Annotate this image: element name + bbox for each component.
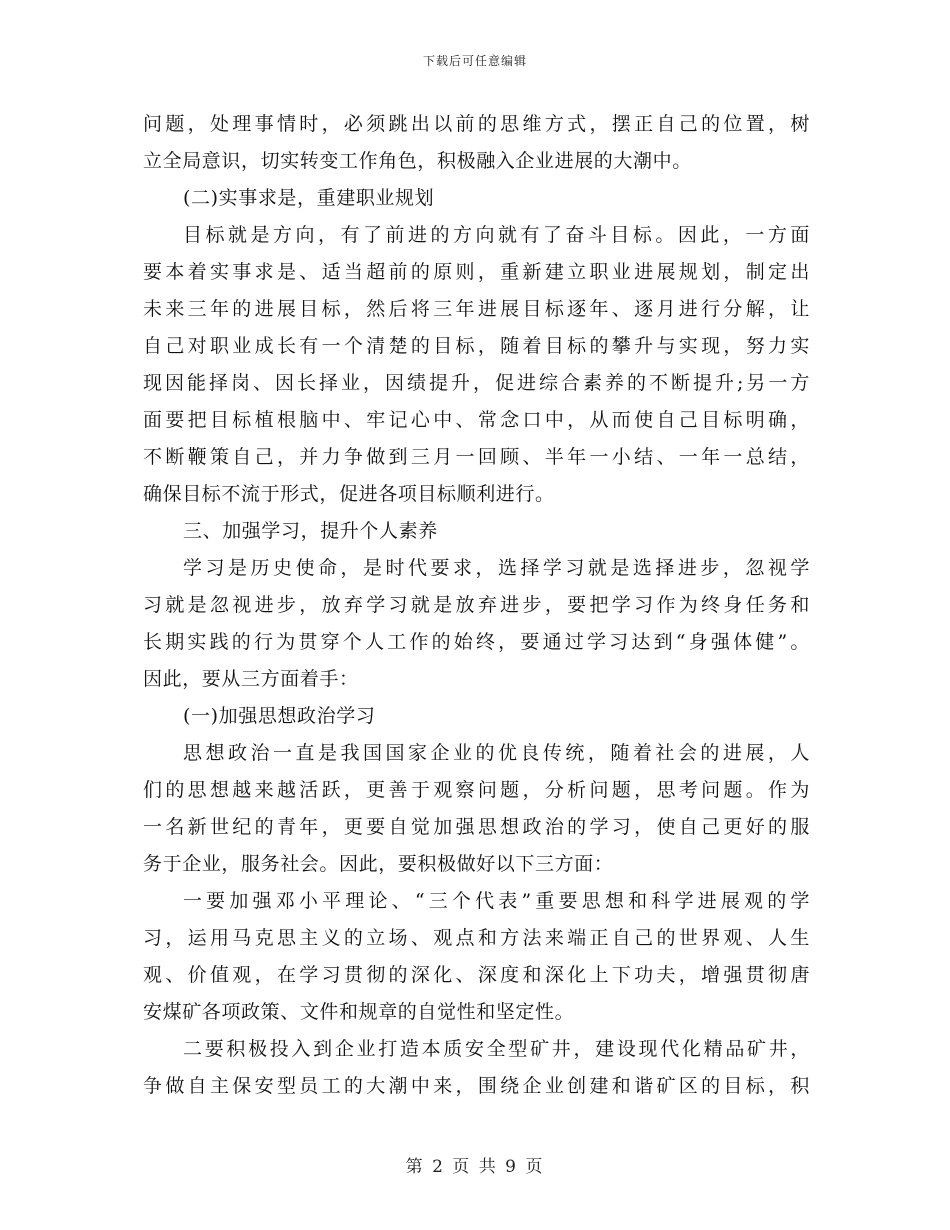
text-line: 们的思想越来越活跃，更善于观察问题，分析问题，思考问题。作为 bbox=[143, 779, 810, 801]
text-line: (二)实事求是，重建职业规划 bbox=[183, 187, 435, 209]
text-line: 一名新世纪的青年，更要自觉加强思想政治的学习，使自己更好的服 bbox=[143, 816, 810, 838]
text-line: 因此，要从三方面着手： bbox=[143, 668, 359, 690]
text-line: 三、加强学习，提升个人素养 bbox=[183, 520, 438, 542]
text-line: 目标就是方向，有了前进的方向就有了奋斗目标。因此，一方面 bbox=[183, 224, 810, 246]
page-number-footer: 第 2 页 共 9 页 bbox=[405, 1157, 545, 1177]
page-header: 下载后可任意编辑 bbox=[422, 54, 527, 68]
text-line: 不断鞭策自己，并力争做到三月一回顾、半年一小结、一年一总结， bbox=[143, 446, 810, 468]
text-line: 自己对职业成长有一个清楚的目标，随着目标的攀升与实现，努力实 bbox=[143, 335, 810, 357]
document-body bbox=[143, 106, 810, 1105]
text-line: 立全局意识，切实转变工作角色，积极融入企业进展的大潮中。 bbox=[143, 150, 692, 172]
text-line: 未来三年的进展目标，然后将三年进展目标逐年、逐月进行分解，让 bbox=[143, 298, 810, 320]
text-line: 习就是忽视进步，放弃学习就是放弃进步，要把学习作为终身任务和 bbox=[143, 594, 810, 616]
text-line: 学习是历史使命，是时代要求，选择学习就是选择进步，忽视学 bbox=[183, 557, 810, 579]
text-line: 长期实践的行为贯穿个人工作的始终，要通过学习达到“身强体健”。 bbox=[143, 631, 810, 653]
text-line: 争做自主保安型员工的大潮中来，围绕企业创建和谐矿区的目标，积 bbox=[143, 1075, 810, 1097]
text-line: 要本着实事求是、适当超前的原则，重新建立职业进展规划，制定出 bbox=[143, 261, 810, 283]
text-line: 问题，处理事情时，必须跳出以前的思维方式，摆正自己的位置，树 bbox=[143, 113, 810, 135]
text-line: 现因能择岗、因长择业，因绩提升，促进综合素养的不断提升;另一方 bbox=[143, 372, 810, 394]
text-line: 观、价值观，在学习贯彻的深化、深度和深化上下功夫，增强贯彻唐 bbox=[143, 964, 810, 986]
text-line: 思想政治一直是我国国家企业的优良传统，随着社会的进展，人 bbox=[183, 742, 810, 764]
text-line: 习，运用马克思主义的立场、观点和方法来端正自己的世界观、人生 bbox=[143, 927, 810, 949]
text-line: (一)加强思想政治学习 bbox=[183, 705, 376, 727]
text-line: 务于企业，服务社会。因此，要积极做好以下三方面： bbox=[143, 853, 614, 875]
text-line: 二要积极投入到企业打造本质安全型矿井，建设现代化精品矿井， bbox=[183, 1038, 810, 1060]
text-line: 面要把目标植根脑中、牢记心中、常念口中，从而使自己目标明确， bbox=[143, 409, 810, 431]
text-line: 一要加强邓小平理论、“三个代表”重要思想和科学进展观的学 bbox=[183, 890, 810, 912]
text-line: 安煤矿各项政策、文件和规章的自觉性和坚定性。 bbox=[143, 1001, 575, 1023]
text-line: 确保目标不流于形式，促进各项目标顺利进行。 bbox=[143, 483, 555, 505]
